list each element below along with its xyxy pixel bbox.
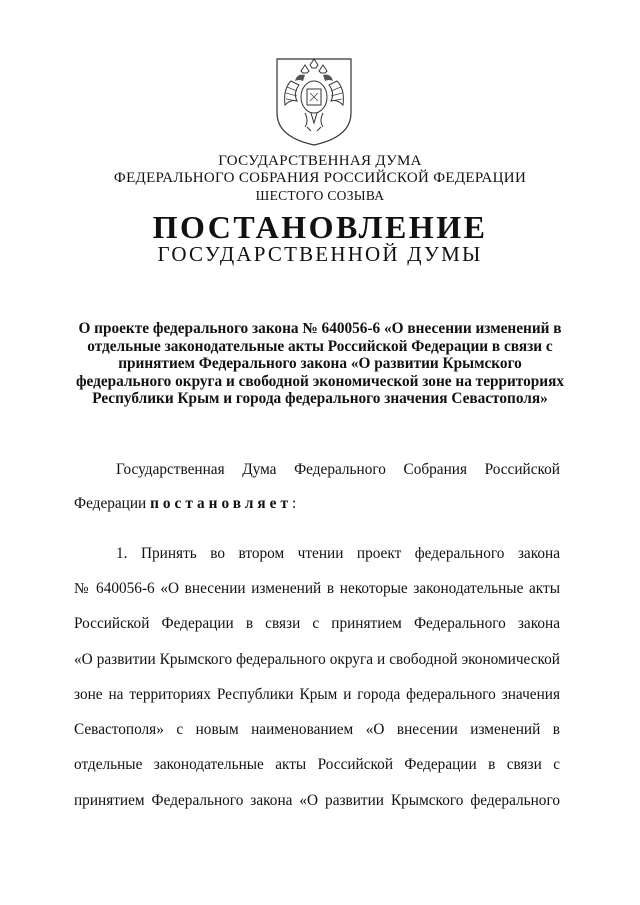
resolution-subject (70, 320, 570, 408)
coat-of-arms-emblem (271, 55, 357, 147)
subject-line: Республики Крым и города федерального значения Севастополя» (92, 390, 548, 407)
intro-prefix: Федерации (74, 495, 151, 512)
document-title: ПОСТАНОВЛЕНИЕ (152, 209, 488, 245)
subject-line: принятием Федерального закона «О развитии Крымского (118, 355, 522, 372)
body-line: «О развитии Крымского федерального округа и свободной экономической (74, 651, 560, 668)
intro-line: Государственная Дума Федерального Собрания Российской (116, 461, 560, 478)
body-line: зоне на территориях Республики Крым и города федерального значения (74, 686, 560, 703)
decree-verb: постановляет (150, 495, 292, 512)
document-subtitle: ГОСУДАРСТВЕННОЙ ДУМЫ (157, 242, 483, 266)
subject-line: О проекте федерального закона № 640056-6 «О внесении изменений в (78, 320, 562, 337)
body-line: отдельные законодательные акты Российской Федерации в связи с (74, 756, 560, 773)
issuer-line-duma: ГОСУДАРСТВЕННАЯ ДУМА (218, 153, 422, 169)
subject-line: федерального округа и свободной экономической зоне на территориях (75, 372, 565, 390)
intro-line-decree (74, 495, 560, 513)
body-line: Российской Федерации в связи с принятием Федерального закона (74, 615, 560, 632)
subject-line: отдельные законодательные акты Российской Федерации в связи с (87, 337, 553, 355)
body-line: Севастополя» с новым наименованием «О внесении изменений в (74, 721, 560, 738)
body-line: принятием Федерального закона «О развитии Крымского федерального (74, 792, 560, 809)
body-line: № 640056-6 «О внесении изменений в некоторые законодательные акты (74, 580, 560, 597)
body-line: 1. Принять во втором чтении проект федерального закона (116, 545, 560, 562)
issuer-line-convocation: ШЕСТОГО СОЗЫВА (255, 188, 385, 203)
issuer-line-assembly: ФЕДЕРАЛЬНОГО СОБРАНИЯ РОССИЙСКОЙ ФЕДЕРАЦИИ (113, 170, 527, 186)
intro-suffix: : (291, 495, 297, 512)
